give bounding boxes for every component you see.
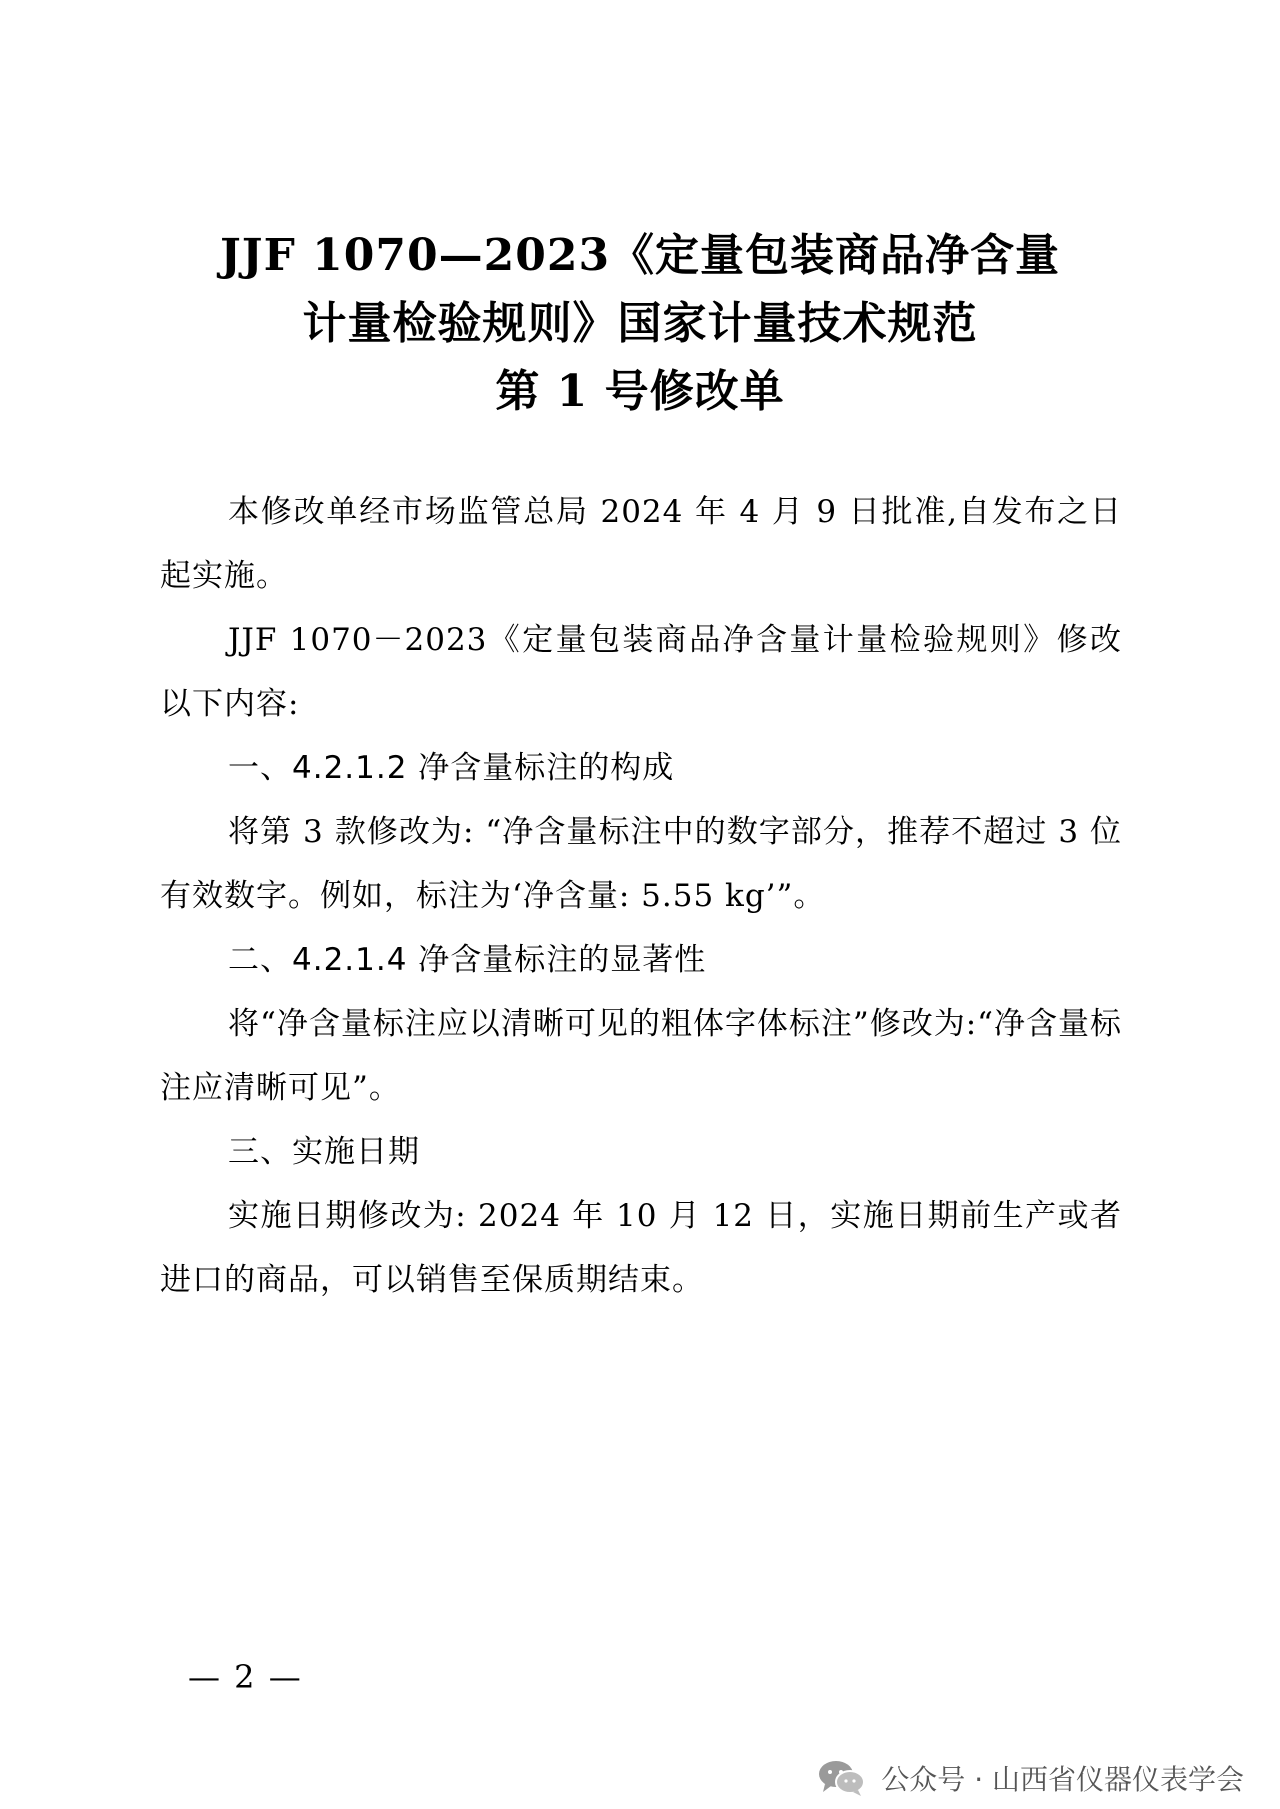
title-line-3: 第 1 号修改单 <box>495 366 785 417</box>
intro-paragraph: JJF 1070－2023《定量包装商品净含量计量检验规则》修改以下内容: <box>160 622 1122 722</box>
document-body <box>160 480 1122 1312</box>
section-body-3: 实施日期修改为: 2024 年 10 月 12 日，实施日期前生产或者进口的商品，可以销售至保质期结束。 <box>160 1198 1122 1298</box>
document-title <box>0 222 1280 426</box>
title-line-1: JJF 1070—2023《定量包装商品净含量 <box>219 230 1061 281</box>
page-number: — 2 — <box>188 1658 303 1696</box>
watermark <box>817 1758 1244 1798</box>
section-body-1: 将第 3 款修改为: “净含量标注中的数字部分，推荐不超过 3 位有效数字。例如，标注为‘净含量: 5.55 kg’”。 <box>160 814 1122 914</box>
approval-paragraph: 本修改单经市场监管总局 2024 年 4 月 9 日批准,自发布之日起实施。 <box>160 494 1122 594</box>
section-body-2: 将“净含量标注应以清晰可见的粗体字体标注”修改为:“净含量标注应清晰可见”。 <box>160 1006 1122 1106</box>
watermark-text: 公众号 · 山西省仪器仪表学会 <box>881 1763 1244 1796</box>
section-heading-2: 二、4.2.1.4 净含量标注的显著性 <box>228 942 707 978</box>
section-heading-3: 三、实施日期 <box>228 1134 420 1170</box>
title-line-2: 计量检验规则》国家计量技术规范 <box>302 298 978 349</box>
wechat-icon <box>817 1759 867 1797</box>
section-heading-1: 一、4.2.1.2 净含量标注的构成 <box>228 750 675 786</box>
